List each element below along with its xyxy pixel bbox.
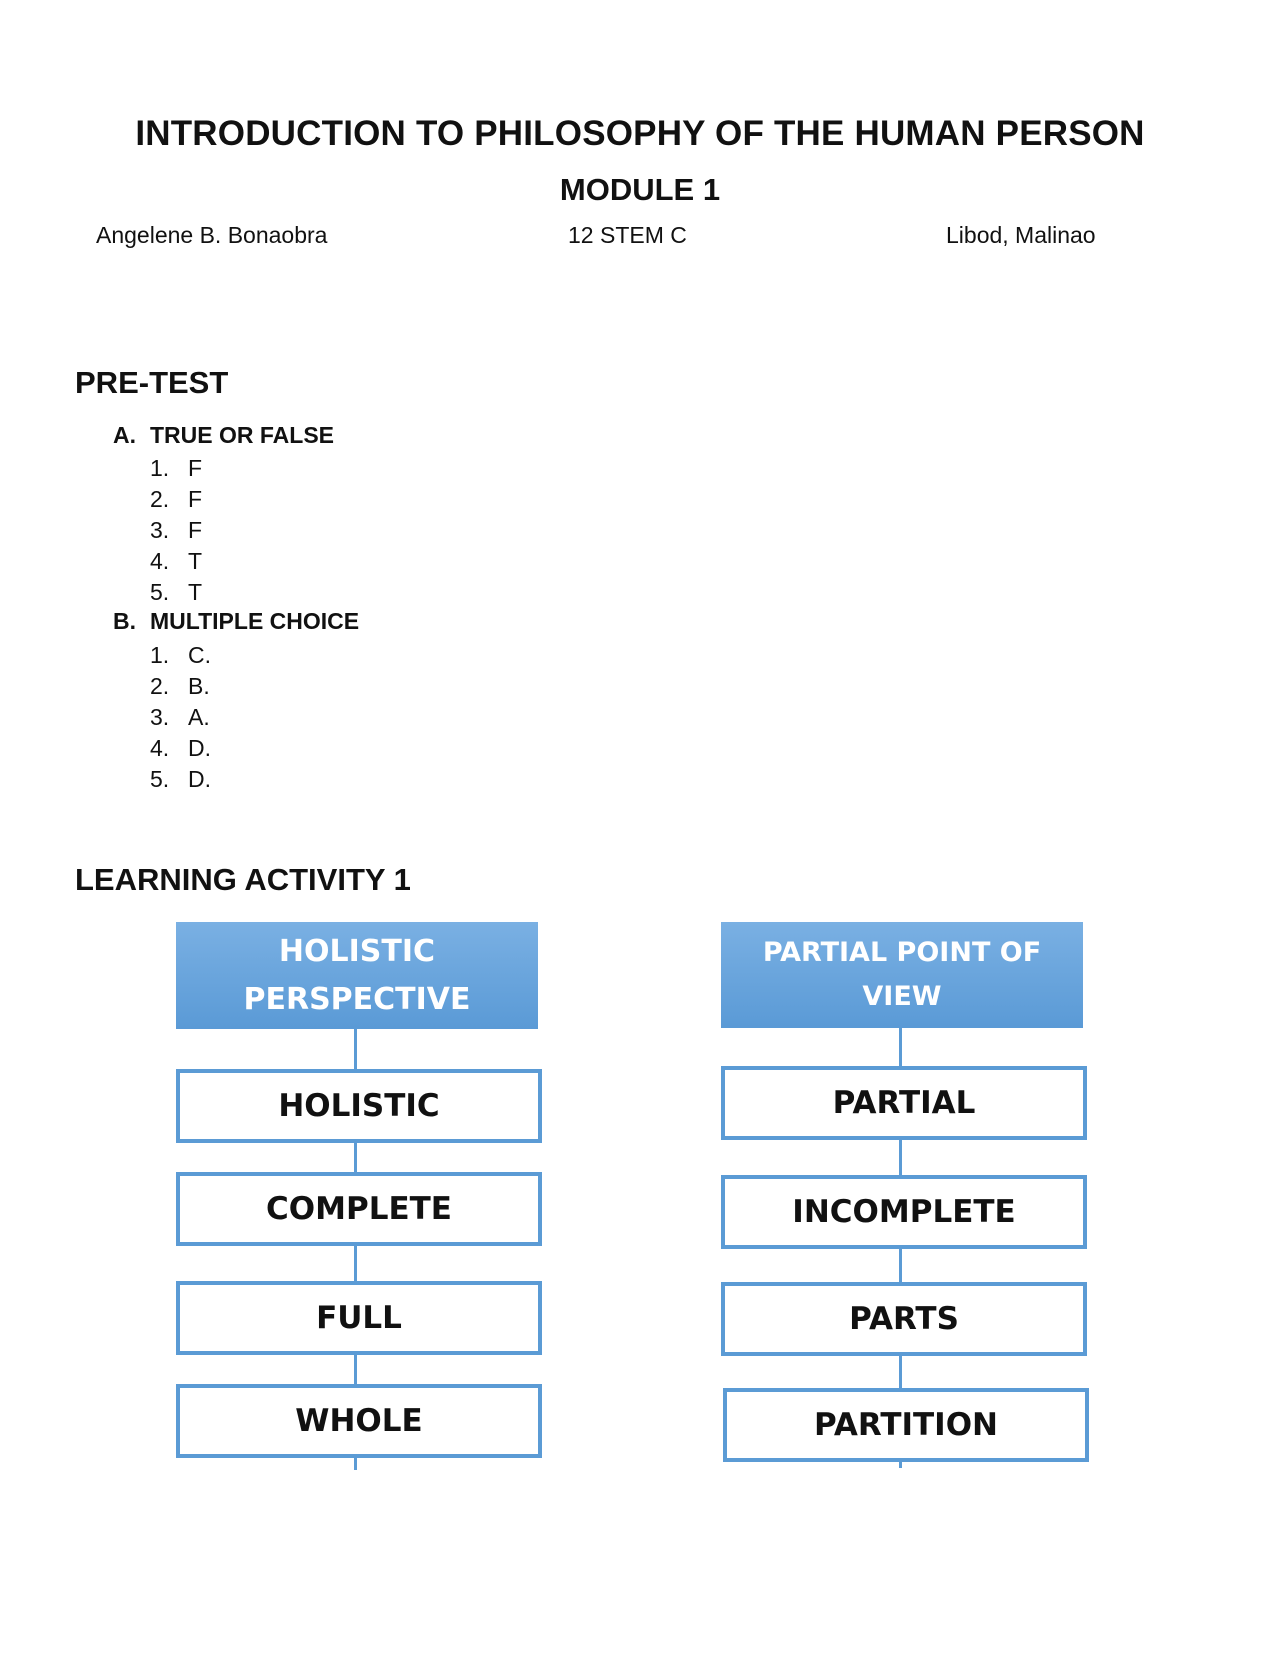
list-item	[150, 640, 211, 671]
holistic-perspective-header	[176, 922, 538, 1029]
item-number: 2.	[150, 486, 170, 512]
header-line: PARTIAL POINT OF	[762, 937, 1042, 968]
item-answer: D.	[188, 735, 211, 761]
header-line: HOLISTIC	[278, 933, 436, 969]
item-number: 4.	[150, 548, 170, 574]
item-answer: T	[188, 548, 203, 574]
student-location: Libod, Malinao	[946, 222, 1096, 248]
list-item	[150, 546, 202, 577]
parts-box: PARTS	[721, 1282, 1087, 1356]
item-answer: B.	[188, 673, 210, 699]
part-b-letter: B.	[113, 608, 136, 634]
partition-box: PARTITION	[723, 1388, 1089, 1462]
list-item	[150, 733, 211, 764]
part-b-answers	[150, 640, 211, 795]
student-section: 12 STEM C	[568, 222, 687, 248]
module-subtitle: MODULE 1	[559, 172, 721, 207]
item-number: 5.	[150, 766, 170, 792]
part-b-heading	[113, 608, 359, 635]
item-number: 3.	[150, 704, 170, 730]
item-answer: F	[188, 486, 203, 512]
item-answer: F	[188, 517, 203, 543]
partial-point-of-view-header	[721, 922, 1083, 1028]
list-item	[150, 577, 202, 608]
part-a-letter: A.	[113, 422, 136, 448]
connector-line	[899, 1028, 902, 1066]
part-a-heading	[113, 422, 334, 449]
holistic-box: HOLISTIC	[176, 1069, 542, 1143]
document-title: INTRODUCTION TO PHILOSOPHY OF THE HUMAN PERSON	[135, 114, 1145, 153]
item-answer: D.	[188, 766, 211, 792]
connector-line	[899, 1462, 902, 1468]
list-item	[150, 702, 211, 733]
list-item	[150, 453, 202, 484]
full-box: FULL	[176, 1281, 542, 1355]
item-number: 4.	[150, 735, 170, 761]
item-number: 1.	[150, 642, 170, 668]
header-line: VIEW	[862, 981, 942, 1012]
whole-box: WHOLE	[176, 1384, 542, 1458]
connector-line	[354, 1246, 357, 1281]
pretest-heading: PRE-TEST	[75, 365, 229, 400]
connector-line	[354, 1029, 357, 1069]
item-number: 5.	[150, 579, 170, 605]
item-number: 2.	[150, 673, 170, 699]
connector-line	[354, 1458, 357, 1470]
student-name: Angelene B. Bonaobra	[96, 222, 328, 248]
list-item	[150, 671, 211, 702]
incomplete-box: INCOMPLETE	[721, 1175, 1087, 1249]
item-answer: A.	[188, 704, 210, 730]
item-number: 1.	[150, 455, 170, 481]
connector-line	[899, 1249, 902, 1282]
connector-line	[354, 1355, 357, 1384]
connector-line	[899, 1140, 902, 1175]
list-item	[150, 484, 202, 515]
item-answer: T	[188, 579, 203, 605]
list-item	[150, 764, 211, 795]
complete-box: COMPLETE	[176, 1172, 542, 1246]
list-item	[150, 515, 202, 546]
partial-box: PARTIAL	[721, 1066, 1087, 1140]
item-answer: F	[188, 455, 203, 481]
connector-line	[354, 1143, 357, 1172]
part-a-answers	[150, 453, 202, 608]
part-a-label: TRUE OR FALSE	[150, 422, 335, 448]
activity-heading: LEARNING ACTIVITY 1	[75, 862, 411, 897]
item-answer: C.	[188, 642, 211, 668]
item-number: 3.	[150, 517, 170, 543]
header-line: PERSPECTIVE	[243, 981, 471, 1017]
part-b-label: MULTIPLE CHOICE	[150, 608, 360, 634]
connector-line	[899, 1356, 902, 1388]
